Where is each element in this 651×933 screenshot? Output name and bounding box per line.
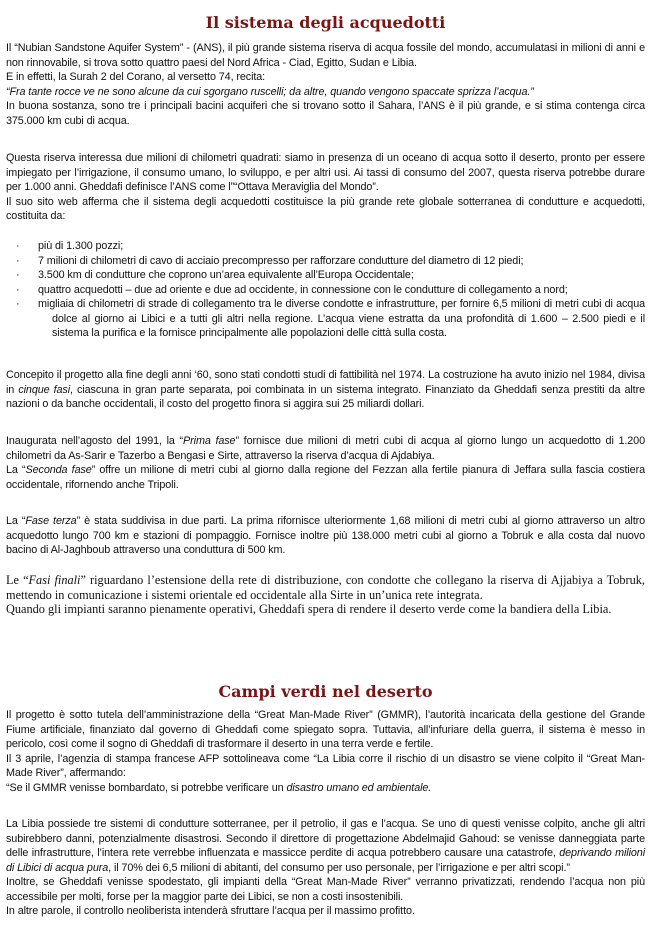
list-item-text: 3.500 km di condutture che coprono un’area equivalente all’Europa Occidentale;	[38, 269, 414, 281]
list-item-text: 7 milioni di chilometri di cavo di acciaio precompresso per rafforzare condutture del diametro di 12 piedi;	[38, 254, 524, 267]
final-phases-paragraph	[6, 573, 645, 617]
list-item-text: migliaia di chilometri di strade di collegamento tra le diverse condotte e infrastrutture, per fornire 6,5 milioni di metri cubi di acqua dolce al giorno ai Libici e a tutti gli altri nella regione. L’acqua viene estratta da una profondità di 1.600 – 2.500 piedi e il sistema la purifica e la fornisce principalmente alle popolazioni delle città sulla costa.	[38, 298, 645, 339]
gmmr-line: Il progetto è sotto tutela dell’amministrazione della “Great Man-Made River” (GMMR), l’autorità incaricata della gestione del Grande Fiume artificiale, finanziato dal governo di Gheddafi come spiegato sopra. Tuttavia, all’infuriare della guerra, il sistema è messo in pericolo, così come il sogno di Gheddafi di trasformare il deserto in una terra verde e fertile.	[6, 709, 645, 750]
text-span: , ciascuna in gran parte separata, poi combinata in un sistema integrato. Finanziato da Gheddafi senza prestiti da altre nazioni o da banche occidentali, il costo del progetto finora si aggira sui 25 miliardi dollari.	[6, 383, 645, 410]
intro-line: In buona sostanza, sono tre i principali bacini acquiferi che si trovano sotto il Sahara, l’ANS è il più grande, e si stima contenga circa 375.000 km cubi di acqua.	[6, 100, 645, 127]
section-title: Campi verdi nel deserto	[218, 682, 433, 701]
intro-line: Il “Nubian Sandstone Aquifer System” - (ANS), il più grande sistema riserva di acqua fossile del mondo, accumulatasi in milioni di anni e non rinnovabile, si trova sotto quattro paesi del Nord Africa - Ciad, Egitto, Sudan e Libia.	[6, 42, 645, 69]
emphasis: deprivando milioni di Libici di acqua pura	[6, 847, 645, 874]
list-item-text: quattro acquedotti – due ad oriente e due ad occidente, in connessione con le condutture di collegamento a nord;	[38, 283, 568, 296]
section-title: Il sistema degli acquedotti	[205, 13, 446, 32]
reserve-line: Questa riserva interessa due milioni di chilometri quadrati: siamo in presenza di un oceano di acqua sotto il deserto, pronto per essere impiegato per l’irrigazione, il consumo umano, lo sviluppo, e per altri usi. Ai tassi di consumo del 2007, questa riserva potrebbe durare per 1.000 anni. Gheddafi definisce l’ANS come l”“Ottava Meraviglia del Mondo”.	[6, 152, 645, 193]
afp-quote	[6, 781, 645, 796]
text-span: ” offre un milione di metri cubi al giorno dalla regione del Fezzan alla fertile pianura di Jeffara sulla fascia costiera occidentale, rifornendo anche Tripoli.	[6, 464, 645, 491]
list-item-text: più di 1.300 pozzi;	[38, 240, 124, 252]
intro-paragraph	[6, 41, 645, 128]
text-span: Inaugurata nell’agosto del 1991, la “	[6, 435, 184, 447]
text-span: , il 70% dei 6,5 milioni di abitanti, del consumo per uso personale, per l’irrigazione e per altri scopi.”	[108, 861, 570, 874]
emphasis: Fasi finali	[28, 573, 81, 587]
emphasis: Fase terza	[25, 515, 77, 527]
list-item	[16, 268, 645, 283]
phase-three-paragraph	[6, 514, 645, 558]
bullet-dot: ·	[16, 298, 20, 310]
bullet-dot: ·	[16, 254, 20, 267]
emphasis: Seconda fase	[25, 464, 92, 476]
emphasis: cinque fasi	[18, 383, 71, 396]
text-span: “Se il GMMR venisse bombardato, si potrebbe verificare un	[6, 781, 287, 794]
text-span: ” riguardano l’estensione della rete di distribuzione, con condotte che collegano la riserva di Ajjabiya a Tobruk, mettendo in comunicazione i sistemi orientale ed occidentale alla Sirte in un’unica rete integrata.	[6, 573, 645, 602]
list-item	[16, 254, 645, 269]
text-span: ” è stata suddivisa in due parti. La prima rifornisce ulteriormente 1,68 milioni di metri cubi al giorno attraverso un altro acquedotto lungo 700 km e stazioni di pompaggio. Fornisce inoltre più 138.000 metri cubi al giorno a Tobruk e alla costa dal nuovo bacino di Al-Jaghboub attraverso una conduttura di 500 km.	[6, 515, 645, 556]
final-line: Quando gli impianti saranno pienamente operativi, Gheddafi spera di rendere il deserto verde come la bandiera della Libia.	[6, 602, 612, 616]
list-item	[16, 239, 645, 254]
pipelines-paragraph	[6, 817, 645, 919]
text-span: La “	[6, 464, 26, 476]
list-item	[16, 297, 645, 341]
reserve-paragraph	[6, 151, 645, 224]
closing-line: In altre parole, il controllo neoliberista intenderà sfruttare l’acqua per il massimo profitto.	[6, 905, 415, 917]
history-paragraph	[6, 368, 645, 412]
privatization-line: Inoltre, se Gheddafi venisse spodestato, gli impianti della “Great Man-Made River” verranno privatizzati, rendendo l’acqua non più accessibile per molti, forse per la maggior parte dei Libici, se non a costi insostenibili.	[6, 876, 645, 903]
bullet-dot: ·	[16, 283, 20, 296]
intro-line: E in effetti, la Surah 2 del Corano, al versetto 74, recita:	[6, 71, 266, 83]
bullet-dot: ·	[16, 240, 20, 252]
koran-quote-text: “Fra tante rocce ve ne sono alcune da cui sgorgano ruscelli; da altre, quando vengono spaccate sprizza l’acqua.”	[6, 85, 534, 98]
text-span: Le “	[6, 573, 29, 587]
emphasis: Prima fase	[183, 435, 236, 447]
emphasis: disastro umano ed ambientale.	[286, 781, 432, 794]
text-span: La Libia possiede tre sistemi di condutture sotterranee, per il petrolio, il gas e l’acqua. Se uno di questi venisse colpito, anche gli altri subirebbero danni, potenzialmente disastrosi. Secondo il direttore di progettazione Abdelmajid Gahoud: se venisse danneggiata parte delle infrastrutture, l’intera rete verrebbe influenzata e massicce perdite di acqua potrebbero causare una catastrofe,	[6, 818, 645, 859]
bullet-dot: ·	[16, 269, 20, 281]
gmmr-line: Il 3 aprile, l’agenzia di stampa francese AFP sottolineava come “La Libia corre il rischio di un disastro se viene colpito il “Great Man-Made River”, affermando:	[6, 752, 645, 779]
list-item	[16, 283, 645, 298]
text-span: ” fornisce due milioni di metri cubi di acqua al giorno lungo un acquedotto di 1.200 chilometri da As-Sarir e Tazerbo a Bengasi e Sirte, attraverso la riserva d’acqua di Ajdabiya.	[6, 435, 645, 462]
koran-quote	[6, 85, 645, 100]
infrastructure-list	[6, 239, 645, 341]
gmmr-paragraph	[6, 708, 645, 795]
phases-paragraph	[6, 434, 645, 492]
text-span: La “	[6, 515, 26, 527]
text-span: Concepito il progetto alla fine degli anni ‘60, sono stati condotti studi di fattibilità nel 1974. La costruzione ha avuto inizio nel 1984, divisa in	[6, 369, 645, 396]
reserve-line: Il suo sito web afferma che il sistema degli acquedotti costituisce la più grande rete globale sotterranea di condutture e acquedotti, costituita da:	[6, 195, 645, 222]
